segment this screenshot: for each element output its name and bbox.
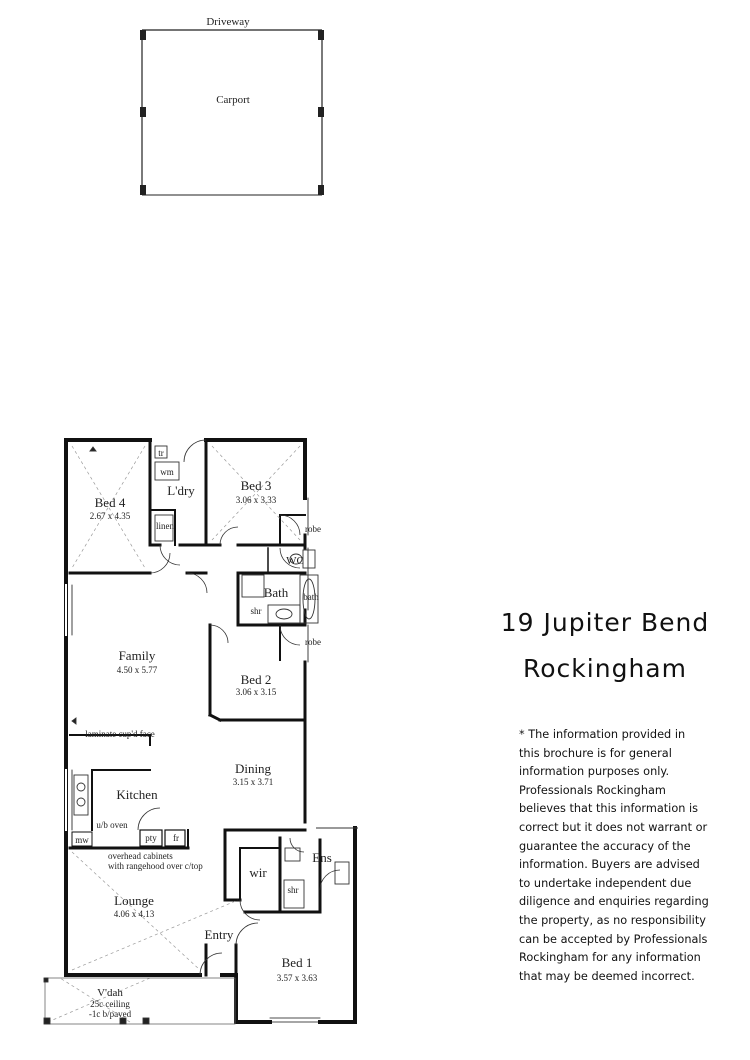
carport-label: Carport [216,94,250,106]
room-name: Ens [312,850,332,865]
robe-label: robe [305,637,321,647]
linen-label: linen [156,521,174,531]
cupboard-face-label: laminate cup'd face [85,729,155,739]
address-street: 19 Jupiter Bend [500,608,710,637]
carport-post [140,185,146,195]
shower-label: shr [250,606,262,616]
wc-label: WC [286,555,304,567]
room-dims: 3.57 x 3.63 [276,973,318,983]
address-suburb: Rockingham [523,654,687,683]
room-dims: 4.06 x 4.13 [113,909,155,919]
tr-label: tr [158,448,164,458]
room-dims: 3.06 x 3.33 [235,495,277,505]
bath-tub-label: bath [303,592,319,602]
overhead-cabinets-label: overhead cabinets [108,851,173,861]
room-name: Bath [263,585,289,600]
carport-plan [140,16,324,195]
room-dims: 2.67 x 4.35 [89,511,131,521]
room-name: Bed 2 [240,672,272,687]
fixture-labels [75,448,321,1019]
driveway-label: Driveway [206,16,250,28]
room-name: L'dry [167,483,195,498]
room-name: Dining [234,761,272,776]
room-name: Kitchen [116,787,158,802]
room-name: Lounge [114,893,154,908]
room-dims: 4.50 x 5.77 [116,665,158,675]
room-dims: 3.15 x 3.71 [232,777,274,787]
carport-post [318,107,324,117]
wm-label: wm [160,467,174,477]
verandah-label: V'dah [97,987,123,999]
room-name: Entry [204,927,234,942]
room-name: Bed 4 [94,495,126,510]
property-title [480,600,730,692]
room-name: Bed 3 [240,478,272,493]
robe-label: robe [305,524,321,534]
room-dims: 3.06 x 3.15 [235,687,277,697]
carport-post [318,30,324,40]
oven-label: u/b oven [96,820,128,830]
room-name: wir [249,865,267,880]
rangehood-label: with rangehood over c/top [108,861,203,871]
disclaimer-text: * The information provided in this brochure is for general information purposes only. Professionals Rockingham believes that this information is correct but it does not warrant or guarantee the accuracy of the information. Buyers are advised to undertake independent due diligence and enquiries regarding the property, as no responsibility can be accepted by Professionals Rockingham for any information that may be deemed incorrect. [519,728,709,983]
room-name: Family [118,648,156,663]
room-name: Bed 1 [281,955,313,970]
pantry-label: pty [145,833,157,843]
carport-post [318,185,324,195]
shower-label: shr [287,885,299,895]
carport-post [140,107,146,117]
microwave-label: mw [75,835,89,845]
verandah-ceiling-label: 25c ceiling [90,999,130,1009]
carport-post [140,30,146,40]
fridge-label: fr [173,833,179,843]
verandah-paved-label: -1c b/paved [88,1009,132,1019]
